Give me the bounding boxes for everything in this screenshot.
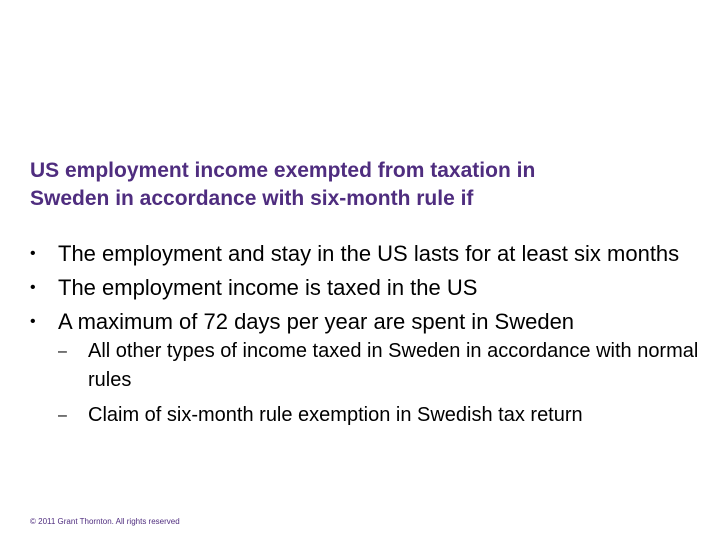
bullet-marker: •: [30, 279, 36, 296]
dash-marker: –: [58, 343, 67, 360]
sub-bullet-text: Claim of six-month rule exemption in Swedish tax return: [88, 404, 583, 426]
dash-marker: –: [58, 407, 67, 424]
bullet-item-1: [30, 239, 710, 268]
sub-bullet-item-1: [58, 337, 710, 395]
copyright-footer: © 2011 Grant Thornton. All rights reserved: [30, 517, 180, 526]
bullet-text: A maximum of 72 days per year are spent in Sweden: [58, 309, 575, 334]
bullet-item-2: [30, 273, 710, 302]
bullet-text: The employment income is taxed in the US: [58, 275, 478, 300]
bullet-marker: •: [30, 313, 36, 330]
slide-heading: [30, 157, 700, 213]
bullet-list: [30, 239, 710, 436]
heading-line-1: US employment income exempted from taxation in: [30, 159, 536, 182]
sub-bullet-item-2: [58, 401, 710, 430]
bullet-item-3: [30, 307, 710, 430]
bullet-marker: •: [30, 245, 36, 262]
heading-line-2: Sweden in accordance with six-month rule if: [30, 187, 474, 210]
sub-bullet-list: [58, 337, 710, 430]
bullet-text: The employment and stay in the US lasts for at least six months: [58, 241, 680, 266]
sub-bullet-text: All other types of income taxed in Sweden in accordance with normal rules: [88, 340, 699, 391]
